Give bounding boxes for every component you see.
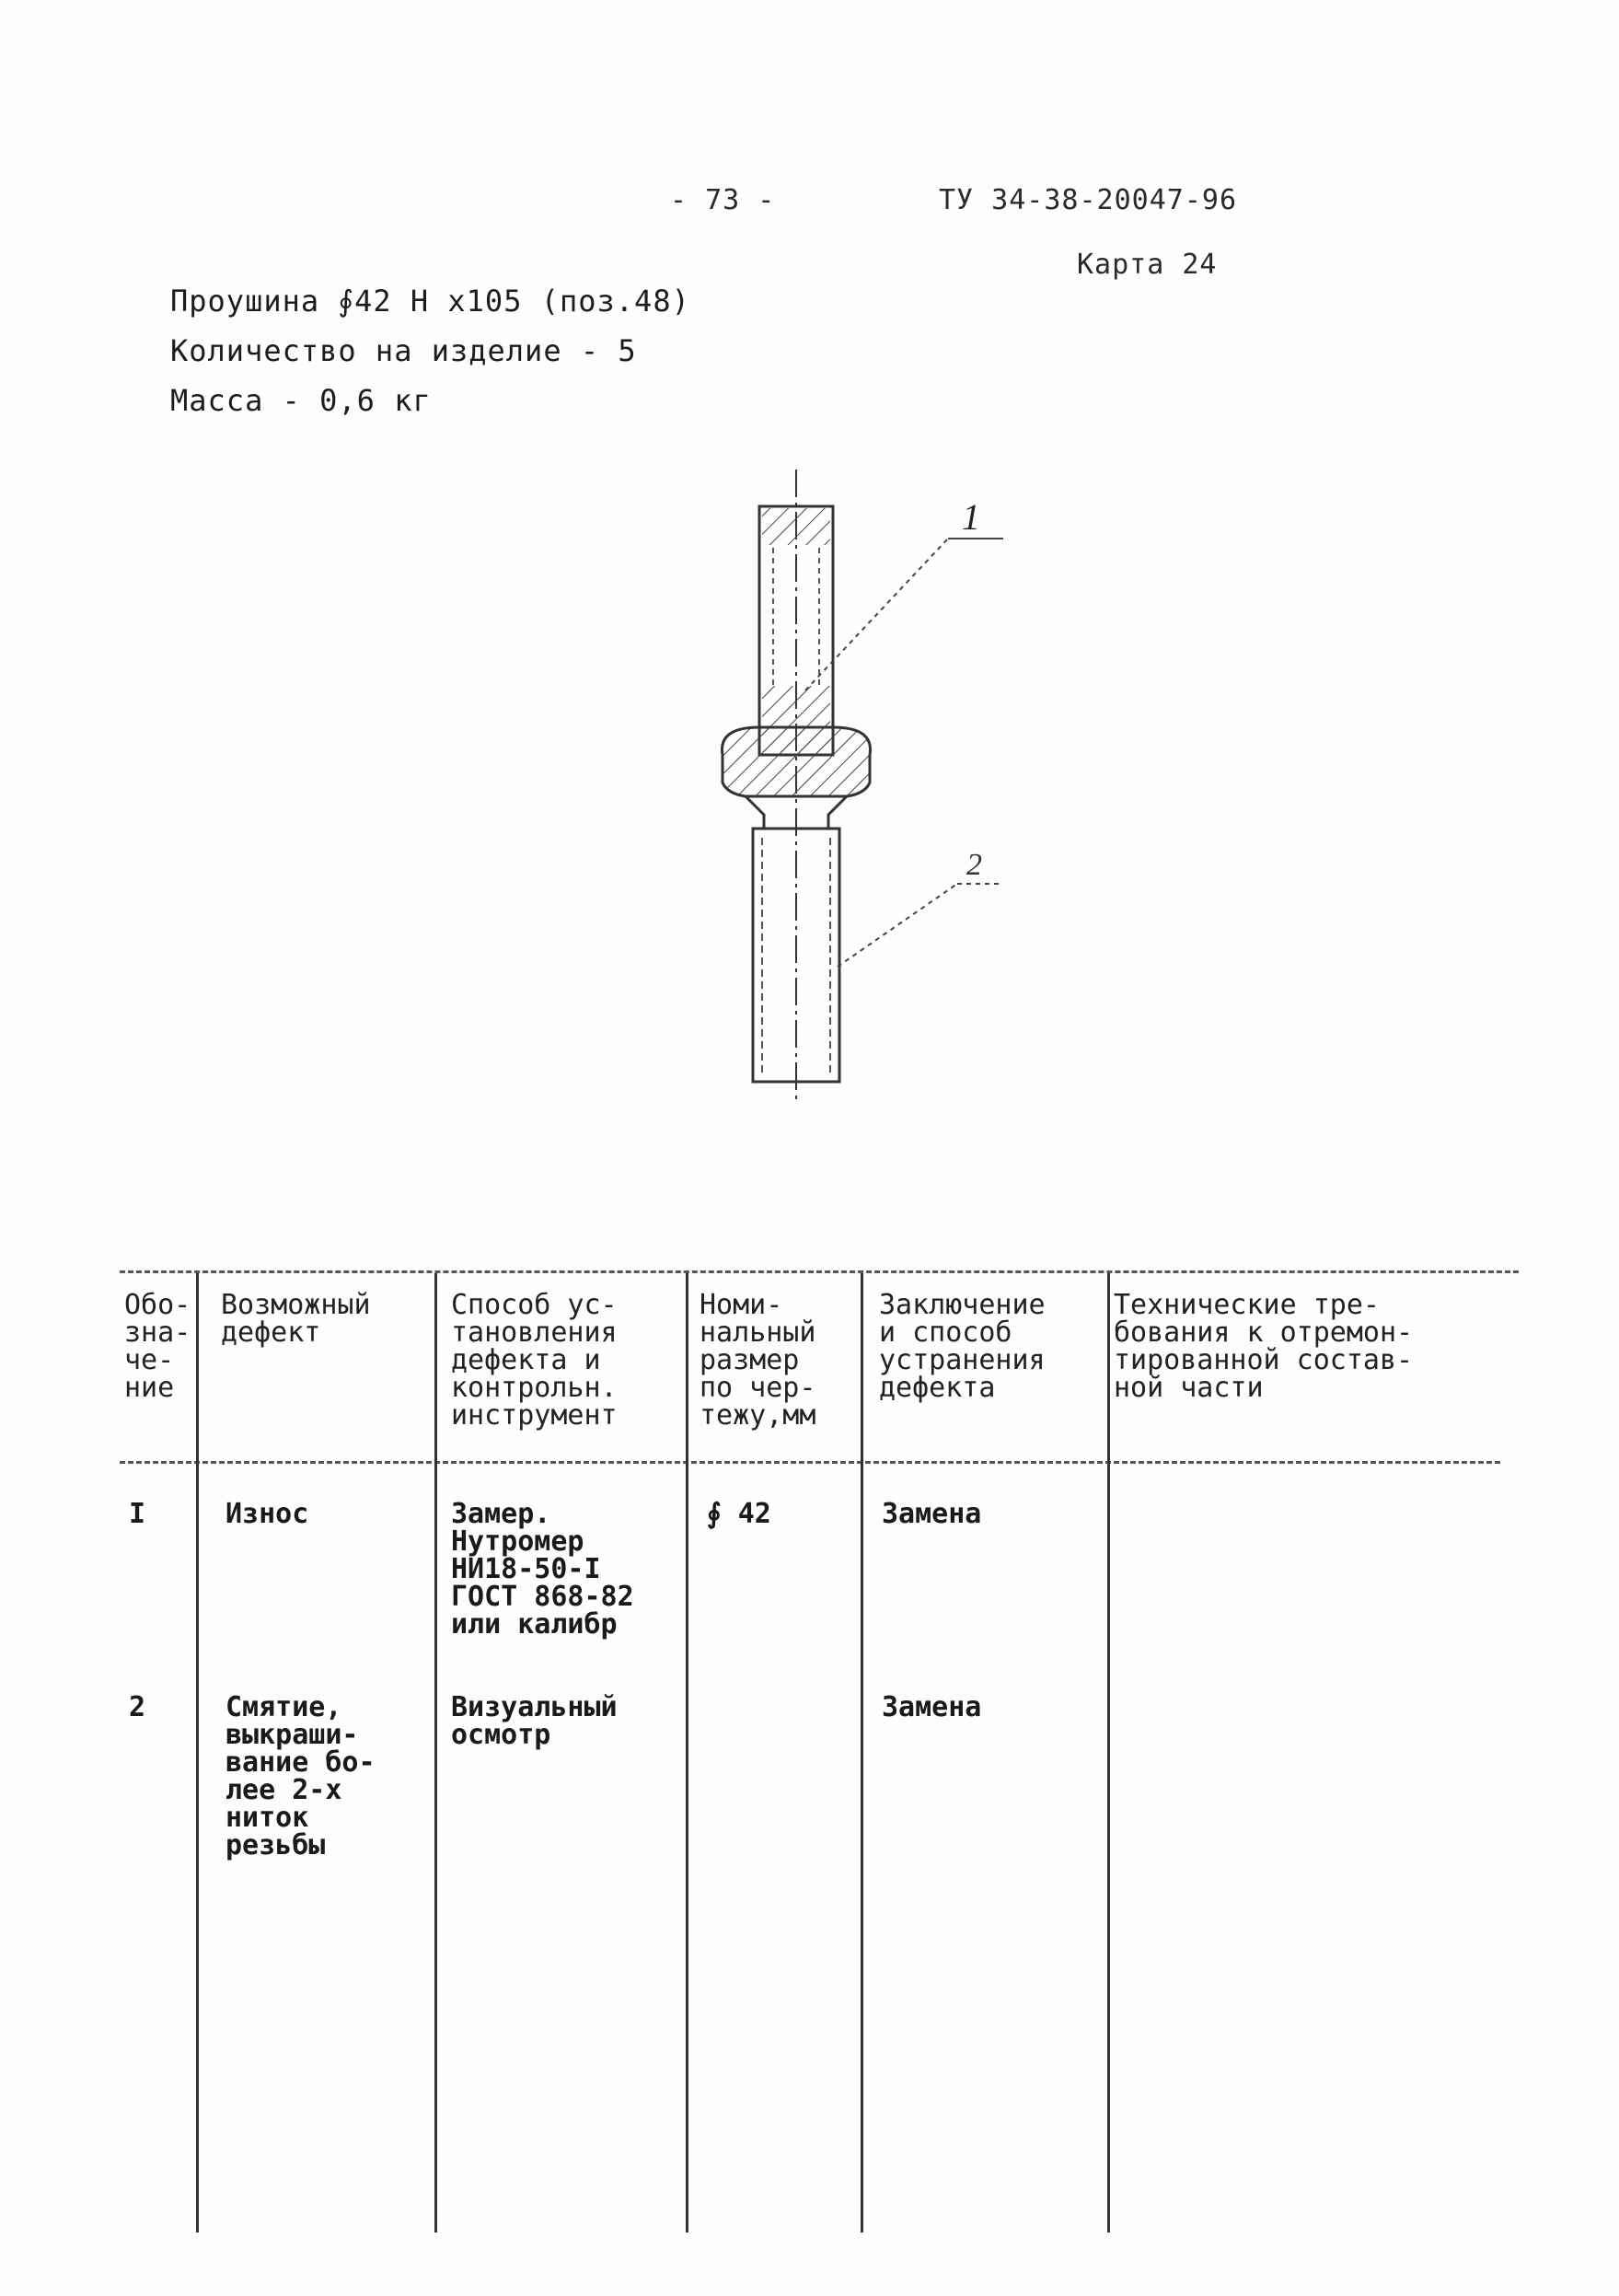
table-row-1-method: Замер. Нутромер НИ18-50-I ГОСТ 868-82 или калибр (451, 1498, 634, 1641)
part-mass: Масса - 0,6 кг (170, 383, 432, 418)
table-top-rule (120, 1270, 1519, 1273)
collar (723, 727, 871, 796)
table-header-conclusion: Заключение и способ устранения дефекта (879, 1289, 1046, 1404)
table-row-1-designation: I (129, 1498, 146, 1530)
column-divider (686, 1273, 688, 2232)
card-number: Карта 24 (1077, 249, 1218, 281)
column-divider (196, 1273, 199, 2232)
table-row-2-designation: 2 (129, 1691, 146, 1723)
part-drawing (644, 451, 1104, 1114)
table-row-2-defect: Смятие, выкраши- вание бо- лее 2-х ниток резьбы (226, 1691, 376, 1861)
table-header-method: Способ ус- тановления дефекта и контрольн. инструмент (451, 1289, 618, 1432)
document-code: ТУ 34-38-20047-96 (939, 184, 1238, 216)
table-header-nominal: Номи- нальный размер по чер- тежу,мм (700, 1289, 816, 1432)
column-divider (434, 1273, 437, 2232)
upper-hatch-top (762, 508, 830, 545)
callout-1: 1 (962, 496, 980, 538)
leader-line-2 (838, 884, 957, 967)
table-row-2-conclusion: Замена (882, 1691, 982, 1723)
table-row-1-nominal: ∮ 42 (707, 1498, 771, 1530)
column-divider (861, 1273, 863, 2232)
table-row-2-method: Визуальный осмотр (451, 1691, 618, 1751)
part-info (170, 276, 690, 425)
table-header-designation: Обо- зна- че- ние (124, 1289, 191, 1404)
callout-2: 2 (966, 848, 982, 882)
table-header-defect: Возможный дефект (221, 1289, 371, 1349)
part-name: Проушина ∮42 Н х105 (поз.48) (170, 284, 690, 319)
table-row-1-conclusion: Замена (882, 1498, 982, 1530)
leader-line-1 (805, 539, 948, 690)
column-divider (1107, 1273, 1110, 2232)
table-header-requirements: Технические тре- бования к отремон- тированной состав- ной части (1114, 1289, 1414, 1404)
page-number: - 73 - (670, 184, 776, 216)
table-row-1-defect: Износ (226, 1498, 309, 1530)
part-quantity: Количество на изделие - 5 (170, 333, 637, 368)
table-header-rule (120, 1461, 1500, 1464)
